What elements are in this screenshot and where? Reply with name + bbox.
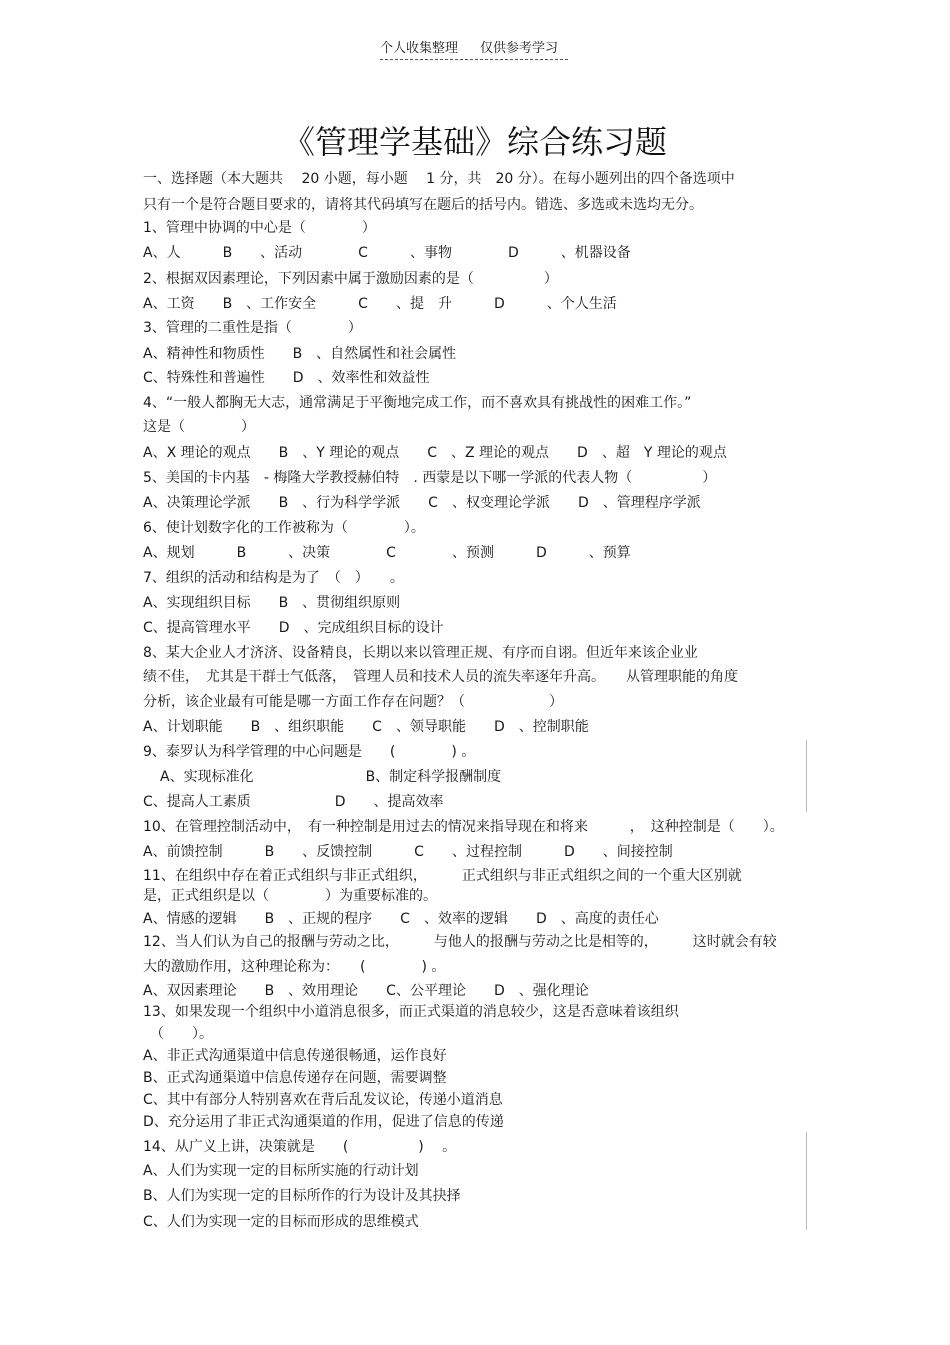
text-line: A、精神性和物质性 B 、自然属性和社会属性 [143, 346, 457, 362]
header-right-text: 仅供参考学习 [480, 41, 559, 56]
text-line: B、正式沟通渠道中信息传递存在问题，需要调整 [143, 1070, 447, 1086]
text-line: 6、使计划数字化的工作被称为（ ）。 [143, 520, 425, 536]
page-header [380, 40, 568, 60]
text-line: 这是（ ） [143, 419, 255, 435]
text-line: 是，正式组织是以（ ）为重要标准的。 [143, 888, 437, 904]
text-line: 1、管理中协调的中心是（ ） [143, 220, 376, 236]
text-line: A、前馈控制 B 、反馈控制 C 、过程控制 D 、间接控制 [143, 844, 673, 860]
text-line: 绩不佳， 尤其是干群士气低落， 管理人员和技术人员的流失率逐年升高。 从管理职能的角度 [143, 669, 738, 685]
text-line: C、特殊性和普遍性 D 、效率性和效益性 [143, 370, 430, 386]
text-line: 11、在组织中存在着正式组织与非正式组织， 正式组织与非正式组织之间的一个重大区别就 [143, 868, 742, 884]
text-line: A、人 B 、活动 C 、事物 D 、机器设备 [143, 245, 631, 261]
text-line: D、充分运用了非正式沟通渠道的作用，促进了信息的传递 [143, 1114, 504, 1130]
text-line: 分析，该企业最有可能是哪一方面工作存在问题？（ ） [143, 694, 563, 710]
text-line: A、实现标准化 B、制定科学报酬制度 [160, 769, 502, 785]
header-left-text: 个人收集整理 [380, 41, 459, 56]
text-line: 一、选择题（本大题共 20 小题，每小题 1 分，共 20 分）。在每小题列出的四个备选项中 [143, 171, 735, 187]
text-line: C、人们为实现一定的目标而形成的思维模式 [143, 1214, 419, 1230]
text-line: A、人们为实现一定的目标所实施的行动计划 [143, 1163, 419, 1179]
text-line: A、双因素理论 B 、效用理论 C、公平理论 D 、强化理论 [143, 983, 589, 999]
margin-rule-lower [806, 1132, 807, 1230]
text-line: A、实现组织目标 B 、贯彻组织原则 [143, 595, 401, 611]
text-line: A、情感的逻辑 B 、正规的程序 C 、效率的逻辑 D 、高度的责任心 [143, 911, 659, 927]
text-line: C、提高人工素质 D 、提高效率 [143, 794, 444, 810]
text-line: A、X 理论的观点 B 、Y 理论的观点 C 、Z 理论的观点 D 、超 Y 理论的观点 [143, 445, 727, 461]
text-line: 大的激励作用，这种理论称为： ( ) 。 [143, 959, 446, 975]
text-line: A、工资 B 、工作安全 C 、提 升 D 、个人生活 [143, 296, 617, 312]
text-line: A、计划职能 B 、组织职能 C 、领导职能 D 、控制职能 [143, 719, 589, 735]
text-line: A、非正式沟通渠道中信息传递很畅通，运作良好 [143, 1048, 447, 1064]
text-line: 只有一个是符合题目要求的，请将其代码填写在题后的括号内。错选、多选或未选均无分。 [143, 197, 703, 213]
margin-rule-upper [806, 740, 807, 812]
text-line: 10、在管理控制活动中， 有一种控制是用过去的情况来指导现在和将来 ， 这种控制是（ ）。 [143, 819, 784, 835]
text-line: 8、某大企业人才济济、设备精良，长期以来以管理正规、有序而自诩。但近年来该企业业 [143, 645, 698, 661]
text-line: 3、管理的二重性是指（ ） [143, 320, 362, 336]
text-line: B、人们为实现一定的目标所作的行为设计及其抉择 [143, 1188, 461, 1204]
text-line: A、决策理论学派 B 、行为科学学派 C 、权变理论学派 D 、管理程序学派 [143, 495, 701, 511]
text-line: C、提高管理水平 D 、完成组织目标的设计 [143, 620, 444, 636]
document-title: 《管理学基础》综合练习题 [282, 123, 667, 161]
text-line: C、其中有部分人特别喜欢在背后乱发议论，传递小道消息 [143, 1092, 503, 1108]
text-line: A、规划 B 、决策 C 、预测 D 、预算 [143, 545, 631, 561]
text-line: 13、如果发现一个组织中小道消息很多，而正式渠道的消息较少，这是否意味着该组织 [143, 1004, 679, 1020]
text-line: 9、泰罗认为科学管理的中心问题是 ( ) 。 [143, 744, 476, 760]
text-line: 12、当人们认为自己的报酬与劳动之比， 与他人的报酬与劳动之比是相等的， 这时就会有较 [143, 934, 777, 950]
text-line: （ ）。 [150, 1026, 213, 1042]
text-line: 4、“一般人都胸无大志，通常满足于平衡地完成工作，而不喜欢具有挑战性的困难工作。” [143, 395, 692, 411]
text-line: 5、美国的卡内基 - 梅隆大学教授赫伯特 . 西蒙是以下哪一学派的代表人物（ ） [143, 470, 717, 486]
text-line: 14、从广义上讲，决策就是 ( ) 。 [143, 1139, 457, 1155]
text-line: 7、组织的活动和结构是为了 （ ） 。 [143, 570, 404, 586]
text-line: 2、根据双因素理论，下列因素中属于激励因素的是（ ） [143, 271, 558, 287]
